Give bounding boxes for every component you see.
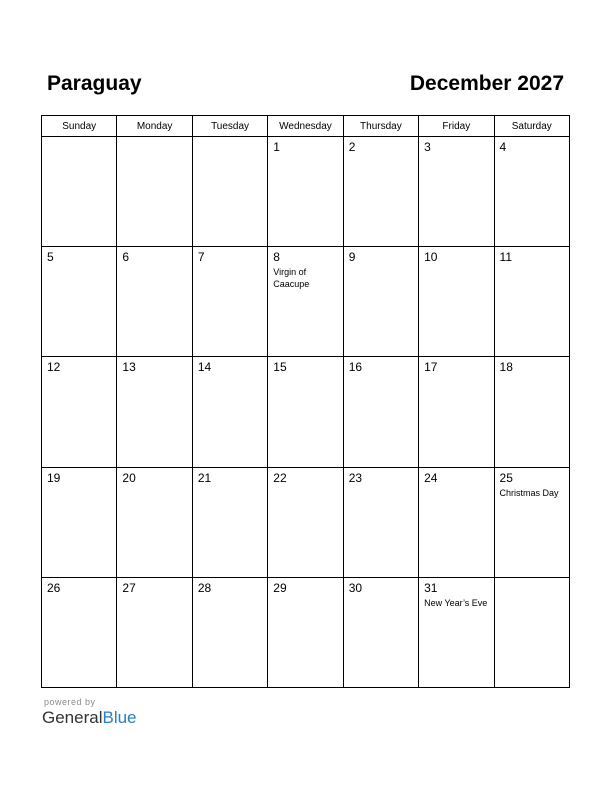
day-cell [343, 137, 418, 247]
day-number: 23 [348, 470, 363, 485]
month-year-title: December 2027 [409, 72, 564, 95]
day-cell [268, 577, 343, 687]
day-number: 21 [197, 470, 212, 485]
weekday-thursday: Thursday [343, 116, 418, 137]
day-number: 30 [348, 580, 363, 595]
weekday-tuesday: Tuesday [192, 116, 267, 137]
day-number: 24 [424, 470, 438, 485]
day-cell [192, 467, 267, 577]
brand-part-blue: Blue [102, 708, 137, 727]
day-number: 14 [197, 360, 212, 375]
day-cell [419, 577, 494, 687]
week-row [42, 577, 570, 687]
day-cell [494, 577, 569, 687]
day-cell [494, 247, 569, 357]
day-number: 9 [348, 250, 356, 265]
day-cell [117, 247, 192, 357]
day-cell [192, 577, 267, 687]
day-number: 13 [122, 360, 136, 375]
day-cell [42, 137, 117, 247]
day-number: 15 [273, 360, 287, 375]
day-cell [117, 357, 192, 467]
brand-part-general: General [42, 708, 103, 727]
day-number: 4 [499, 140, 507, 154]
day-number: 17 [424, 360, 438, 375]
day-number: 28 [197, 580, 212, 595]
day-cell [343, 357, 418, 467]
day-cell [419, 137, 494, 247]
day-cell [419, 467, 494, 577]
day-number: 8 [273, 250, 280, 265]
day-cell [268, 247, 343, 357]
day-cell [42, 467, 117, 577]
country-title: Paraguay [47, 72, 142, 95]
weekday-monday: Monday [117, 116, 192, 137]
day-cell [494, 137, 569, 247]
day-cell [268, 137, 343, 247]
day-number: 27 [122, 580, 136, 595]
day-cell [419, 357, 494, 467]
day-cell [192, 137, 267, 247]
day-cell [192, 357, 267, 467]
week-row [42, 137, 570, 247]
day-number: 22 [273, 470, 287, 485]
weekday-wednesday: Wednesday [268, 116, 343, 137]
week-row [42, 247, 570, 357]
holiday-label: Christmas Day [499, 487, 559, 498]
day-cell [42, 247, 117, 357]
day-cell [419, 247, 494, 357]
day-number: 10 [424, 250, 438, 265]
day-cell [117, 577, 192, 687]
week-row [42, 357, 570, 467]
day-number: 31 [424, 580, 438, 595]
day-number: 29 [273, 580, 287, 595]
day-cell [117, 137, 192, 247]
day-number: 1 [273, 140, 280, 154]
day-number: 6 [122, 250, 130, 265]
day-cell [117, 467, 192, 577]
calendar-grid [41, 115, 570, 688]
weekday-sunday: Sunday [42, 116, 117, 137]
generalblue-logo [42, 708, 137, 728]
weekday-friday: Friday [419, 116, 494, 137]
day-number: 16 [348, 360, 363, 375]
day-number: 20 [122, 470, 136, 485]
day-number: 11 [499, 250, 512, 265]
day-cell [343, 577, 418, 687]
day-cell [42, 577, 117, 687]
day-cell [494, 467, 569, 577]
day-number: 26 [47, 580, 61, 595]
day-number: 7 [197, 250, 205, 265]
day-number: 18 [499, 360, 513, 375]
day-cell [343, 247, 418, 357]
day-number: 12 [47, 360, 61, 375]
holiday-label: New Year’s Eve [424, 597, 488, 608]
day-cell [268, 467, 343, 577]
day-cell [192, 247, 267, 357]
holiday-label: Virgin of Caacupe [273, 267, 310, 290]
day-number: 2 [348, 140, 356, 154]
day-cell [42, 357, 117, 467]
day-number: 3 [424, 140, 431, 154]
day-cell [343, 467, 418, 577]
day-cell [494, 357, 569, 467]
day-number: 25 [499, 470, 513, 485]
weekday-saturday: Saturday [494, 116, 569, 137]
day-number: 19 [47, 470, 61, 485]
day-number: 5 [47, 250, 54, 265]
weekday-header-row [42, 116, 570, 137]
powered-by-text: powered by [44, 697, 96, 707]
week-row [42, 467, 570, 577]
day-cell [268, 357, 343, 467]
